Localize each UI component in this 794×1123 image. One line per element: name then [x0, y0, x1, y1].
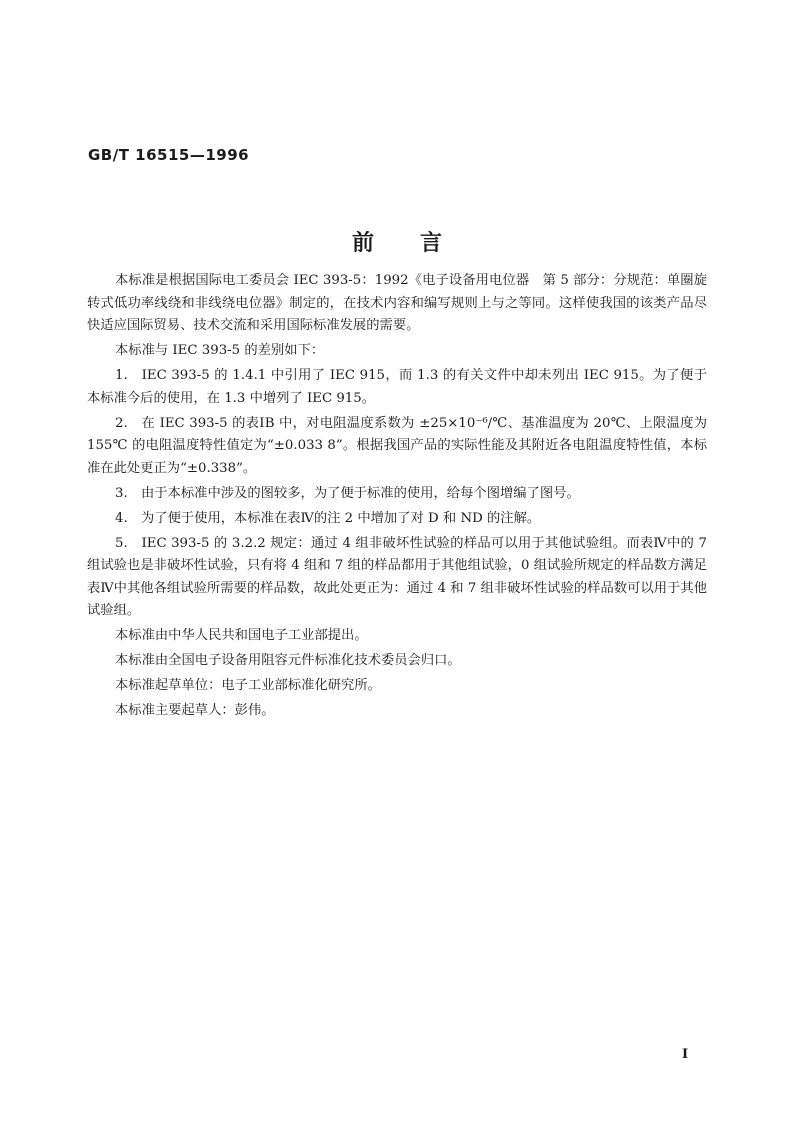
paragraph-drafter: 本标准主要起草人：彭伟。	[115, 703, 275, 718]
paragraph-proposer: 本标准由中华人民共和国电子工业部提出。	[115, 628, 368, 643]
paragraph-item-2: 2. 在 IEC 393-5 的表ⅠB 中，对电阻温度系数为 ±25×10⁻⁶/℃、基准温度为 20℃、上限温度为 155℃ 的电阻温度特性值定为“±0.033 8”。根据我国产品的实际性能及其附近各电阻温度特性值，本标准在此处更正为“±0.338”。	[87, 415, 707, 476]
paragraph-intro: 本标准是根据国际电工委员会 IEC 393-5：1992《电子设备用电位器 第 5 部分：分规范：单圈旋转式低功率线绕和非线绕电位器》制定的，在技术内容和编写规则上与之等同。这样使我国的该类产品尽快适应国际贸易、技术交流和采用国际标准发展的需要。	[87, 273, 707, 333]
page-title: 前言	[351, 231, 488, 256]
standard-code: GB/T 16515—1996	[88, 146, 250, 164]
paragraph-item-5: 5. IEC 393-5 的 3.2.2 规定：通过 4 组非破坏性试验的样品可以用于其他试验组。而表Ⅳ中的 7 组试验也是非破坏性试验，只有将 4 组和 7 组的样品都用于其他组试验，0 组试验所规定的样品数方满足表Ⅳ中其他各组试验所需要的样品数，故此处更正为：通过 4 和 7 组非破坏性试验的样品数可以用于其他试验组。	[87, 535, 707, 618]
paragraph-item-3: 3. 由于本标准中涉及的图较多，为了便于标准的使用，给每个图增编了图号。	[115, 485, 580, 501]
page-number: Ⅰ	[682, 1047, 689, 1062]
paragraph-item-1: 1. IEC 393-5 的 1.4.1 中引用了 IEC 915，而 1.3 的有关文件中却未列出 IEC 915。为了便于本标准今后的使用，在 1.3 中增列了 IEC 915。	[87, 368, 707, 406]
paragraph-drafting-unit: 本标准起草单位：电子工业部标准化研究所。	[115, 678, 381, 693]
paragraph-differences-lead: 本标准与 IEC 393-5 的差别如下：	[115, 343, 325, 358]
paragraph-item-4: 4. 为了便于使用，本标准在表Ⅳ的注 2 中增加了对 D 和 ND 的注解。	[115, 510, 541, 526]
foreword-body	[87, 270, 707, 725]
paragraph-committee: 本标准由全国电子设备用阻容元件标准化技术委员会归口。	[115, 653, 461, 668]
